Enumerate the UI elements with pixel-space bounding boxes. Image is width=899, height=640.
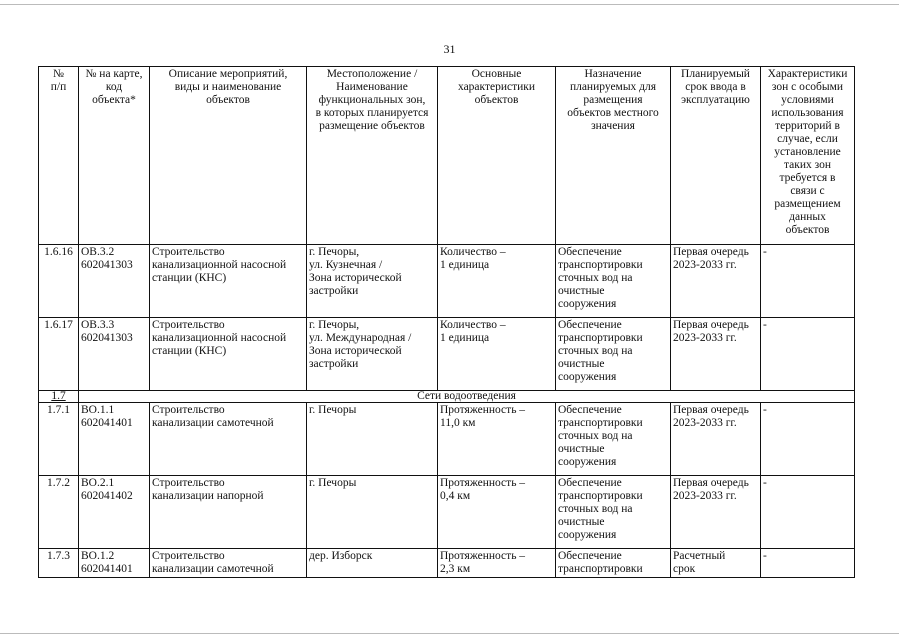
cell-term: Первая очередь 2023-2033 гг. xyxy=(671,318,761,391)
table-row xyxy=(39,476,855,549)
scan-edge-bottom xyxy=(0,633,899,634)
header-characteristics: Основные характеристики объектов xyxy=(438,67,556,245)
cell-characteristics: Протяженность – 11,0 км xyxy=(438,403,556,476)
cell-location: г. Печоры, ул. Международная / Зона исторической застройки xyxy=(307,318,438,391)
header-num: № п/п xyxy=(39,67,79,245)
header-code: № на карте, код объекта* xyxy=(79,67,150,245)
cell-zones: - xyxy=(761,245,855,318)
table-row xyxy=(39,245,855,318)
table-row xyxy=(39,318,855,391)
cell-code: ОВ.3.3 602041303 xyxy=(79,318,150,391)
cell-num: 1.7.3 xyxy=(39,549,79,578)
cell-zones: - xyxy=(761,318,855,391)
cell-location: г. Печоры xyxy=(307,403,438,476)
cell-characteristics: Протяженность – 2,3 км xyxy=(438,549,556,578)
table-row xyxy=(39,403,855,476)
cell-description: Строительство канализации напорной xyxy=(150,476,307,549)
cell-zones: - xyxy=(761,476,855,549)
section-num: 1.7 xyxy=(39,391,79,403)
scan-edge-top xyxy=(0,4,899,5)
cell-num: 1.6.16 xyxy=(39,245,79,318)
cell-purpose: Обеспечение транспортировки сточных вод на очистные сооружения xyxy=(556,476,671,549)
cell-location: г. Печоры xyxy=(307,476,438,549)
cell-code: ВО.1.2 602041401 xyxy=(79,549,150,578)
cell-description: Строительство канализации самотечной xyxy=(150,403,307,476)
cell-term: Первая очередь 2023-2033 гг. xyxy=(671,245,761,318)
cell-num: 1.6.17 xyxy=(39,318,79,391)
table-row xyxy=(39,549,855,578)
cell-characteristics: Количество – 1 единица xyxy=(438,318,556,391)
section-title: Сети водоотведения xyxy=(79,391,855,403)
cell-zones: - xyxy=(761,403,855,476)
header-row xyxy=(39,67,855,245)
cell-code: ВО.2.1 602041402 xyxy=(79,476,150,549)
cell-description: Строительство канализационной насосной станции (КНС) xyxy=(150,318,307,391)
header-purpose: Назначение планируемых для размещения объектов местного значения xyxy=(556,67,671,245)
cell-purpose: Обеспечение транспортировки xyxy=(556,549,671,578)
cell-purpose: Обеспечение транспортировки сточных вод на очистные сооружения xyxy=(556,403,671,476)
page-number: 31 xyxy=(443,42,456,56)
cell-description: Строительство канализации самотечной xyxy=(150,549,307,578)
cell-num: 1.7.1 xyxy=(39,403,79,476)
section-row xyxy=(39,391,855,403)
cell-description: Строительство канализационной насосной станции (КНС) xyxy=(150,245,307,318)
cell-zones: - xyxy=(761,549,855,578)
cell-term: Расчетный срок xyxy=(671,549,761,578)
plan-table xyxy=(38,66,855,578)
header-term: Планируемый срок ввода в эксплуатацию xyxy=(671,67,761,245)
cell-num: 1.7.2 xyxy=(39,476,79,549)
header-zones: Характеристики зон с особыми условиями использования территорий в случае, если установление таких зон требуется в связи с размещением данных объектов xyxy=(761,67,855,245)
cell-purpose: Обеспечение транспортировки сточных вод на очистные сооружения xyxy=(556,245,671,318)
cell-location: дер. Изборск xyxy=(307,549,438,578)
cell-code: ОВ.3.2 602041303 xyxy=(79,245,150,318)
cell-code: ВО.1.1 602041401 xyxy=(79,403,150,476)
cell-location: г. Печоры, ул. Кузнечная / Зона исторической застройки xyxy=(307,245,438,318)
cell-characteristics: Протяженность – 0,4 км xyxy=(438,476,556,549)
cell-purpose: Обеспечение транспортировки сточных вод на очистные сооружения xyxy=(556,318,671,391)
header-location: Местоположение / Наименование функциональных зон, в которых планируется размещение объектов xyxy=(307,67,438,245)
cell-term: Первая очередь 2023-2033 гг. xyxy=(671,403,761,476)
header-description: Описание мероприятий, виды и наименование объектов xyxy=(150,67,307,245)
cell-characteristics: Количество – 1 единица xyxy=(438,245,556,318)
cell-term: Первая очередь 2023-2033 гг. xyxy=(671,476,761,549)
